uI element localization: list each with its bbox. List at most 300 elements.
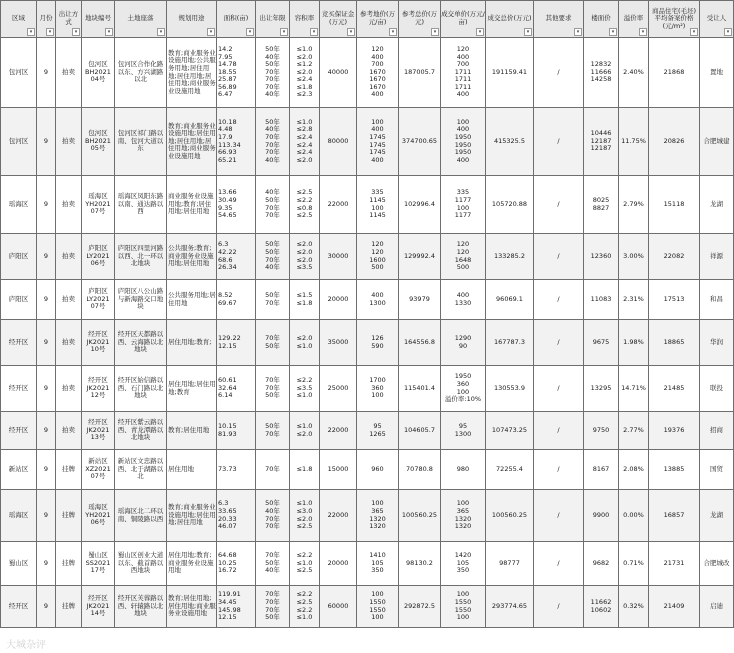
table-cell: 21868: [649, 38, 700, 108]
table-cell: 庐阳区: [1, 234, 37, 280]
table-cell: ≤1.0 ≤2.0: [290, 412, 320, 450]
table-cell: /: [534, 412, 584, 450]
table-cell: 9: [37, 176, 56, 234]
table-cell: 蜀山区SS2021 17号: [82, 542, 115, 586]
table-cell: 0.32%: [619, 586, 649, 628]
table-cell: 100 400 1745 1745 1745 400: [357, 108, 399, 176]
table-cell: 2.31%: [619, 280, 649, 320]
table-cell: 瑶海区YH2021 07号: [82, 176, 115, 234]
table-row: [1, 234, 734, 280]
table-cell: 50年 40年 50年 70年 70年 70年 40年: [256, 38, 290, 108]
table-cell: 瑶海区: [1, 176, 37, 234]
table-cell: 50年 50年 70年 40年: [256, 234, 290, 280]
table-cell: 祥源: [700, 234, 734, 280]
table-cell: 拍卖: [56, 412, 82, 450]
table-cell: ≤1.5 ≤1.8: [290, 280, 320, 320]
table-cell: 居住用地;居住用地;教育: [167, 366, 217, 412]
column-header-label: 出让方式: [58, 10, 79, 26]
table-cell: 9: [37, 490, 56, 542]
table-cell: 96069.1: [486, 280, 534, 320]
table-cell: 教育;商业服务业设施用地;居住用地;居住用地: [167, 490, 217, 542]
table-cell: /: [534, 320, 584, 366]
table-cell: ≤2.0 ≤2.0 ≤2.0 ≤3.5: [290, 234, 320, 280]
table-cell: 新站区XZ2021 07号: [82, 450, 115, 490]
table-cell: /: [534, 280, 584, 320]
filter-dropdown-icon[interactable]: ▾: [310, 28, 318, 36]
column-header-label: 竞买保证金(万元): [321, 10, 355, 26]
table-cell: 9: [37, 366, 56, 412]
table-cell: 2.79%: [619, 176, 649, 234]
table-cell: 合肥城改: [700, 542, 734, 586]
table-cell: 40年 50年 70年 70年: [256, 176, 290, 234]
table-cell: 93979: [399, 280, 441, 320]
table-cell: 95 1265: [357, 412, 399, 450]
table-cell: /: [534, 542, 584, 586]
table-cell: 新站区: [1, 450, 37, 490]
filter-dropdown-icon[interactable]: ▾: [574, 28, 582, 36]
column-header: [1, 1, 37, 38]
table-row: [1, 412, 734, 450]
table-cell: 10.18 4.48 17.9 113.34 66.93 65.21: [217, 108, 256, 176]
column-header: [486, 1, 534, 38]
column-header-label: 面积(亩): [223, 14, 249, 23]
column-header: [82, 1, 115, 38]
filter-dropdown-icon[interactable]: ▾: [27, 28, 35, 36]
table-cell: 居住用地;教育;: [167, 320, 217, 366]
table-cell: 70年 50年: [256, 320, 290, 366]
table-cell: 0.00%: [619, 490, 649, 542]
column-header-label: 楼面价: [591, 14, 611, 23]
filter-dropdown-icon[interactable]: ▾: [157, 28, 165, 36]
table-cell: /: [534, 108, 584, 176]
table-cell: 庐阳区LY2021 07号: [82, 280, 115, 320]
table-cell: 12832 11666 14258: [584, 38, 619, 108]
table-cell: 164556.8: [399, 320, 441, 366]
table-cell: 9: [37, 450, 56, 490]
column-header-label: 成交单价(万元/亩): [441, 10, 485, 26]
table-cell: 30000: [320, 234, 357, 280]
table-cell: 6.3 42.22 68.6 26.34: [217, 234, 256, 280]
table-cell: 20000: [320, 280, 357, 320]
table-cell: 包河区祁门路以南、包河大道以东: [115, 108, 167, 176]
table-cell: 60.61 32.64 6.14: [217, 366, 256, 412]
table-cell: 拍卖: [56, 320, 82, 366]
filter-dropdown-icon[interactable]: ▾: [639, 28, 647, 36]
table-cell: 经开区: [1, 366, 37, 412]
table-cell: 教育;商业服务业设施用地;公共服务用地;居住用地;居住用地;居住用地;商业服务业设施用地: [167, 38, 217, 108]
table-cell: 11083: [584, 280, 619, 320]
column-header: [256, 1, 290, 38]
column-header: [649, 1, 700, 38]
table-cell: 115401.4: [399, 366, 441, 412]
table-cell: ≤1.0 ≤2.8 ≤2.4 ≤2.4 ≤2.4 ≤2.0: [290, 108, 320, 176]
filter-dropdown-icon[interactable]: ▾: [431, 28, 439, 36]
table-cell: 联投: [700, 366, 734, 412]
table-cell: 庐阳区四里河路以西、北一环以北地块: [115, 234, 167, 280]
table-cell: 120 120 1648 500: [441, 234, 486, 280]
table-cell: 1700 360 100: [357, 366, 399, 412]
table-cell: 招商: [700, 412, 734, 450]
table-cell: 2.40%: [619, 38, 649, 108]
table-cell: 293774.65: [486, 586, 534, 628]
table-cell: 9682: [584, 542, 619, 586]
table-row: [1, 366, 734, 412]
column-header-label: 地块编号: [85, 14, 111, 23]
table-cell: 11.75%: [619, 108, 649, 176]
table-cell: 经开区: [1, 320, 37, 366]
table-cell: 120 400 700 1670 1670 1670 400: [357, 38, 399, 108]
table-cell: 经开区JK2021 13号: [82, 412, 115, 450]
table-cell: 公共服务;教育;商业服务业设施用地;居住用地: [167, 234, 217, 280]
table-cell: 15118: [649, 176, 700, 234]
table-cell: 包河区: [1, 38, 37, 108]
table-cell: 包河区: [1, 108, 37, 176]
table-cell: 1.98%: [619, 320, 649, 366]
column-header: [115, 1, 167, 38]
table-cell: 70年 70年 50年: [256, 366, 290, 412]
column-header: [37, 1, 56, 38]
table-cell: 50年 70年: [256, 280, 290, 320]
table-cell: ≤2.5 ≤2.2 ≤0.8 ≤2.5: [290, 176, 320, 234]
table-cell: 21485: [649, 366, 700, 412]
table-cell: 100 400 1950 1950 1950 400: [441, 108, 486, 176]
column-header-label: 商品住宅(毛坯)平均备案价格(元/m²): [651, 6, 697, 30]
table-cell: 64.68 10.25 16.72: [217, 542, 256, 586]
filter-dropdown-icon[interactable]: ▾: [280, 28, 288, 36]
table-cell: 9: [37, 234, 56, 280]
table-cell: 0.71%: [619, 542, 649, 586]
table-cell: 22000: [320, 490, 357, 542]
table-cell: 庐阳区: [1, 280, 37, 320]
table-cell: 25000: [320, 366, 357, 412]
table-cell: 居住用地: [167, 450, 217, 490]
table-cell: ≤2.0 ≤1.0: [290, 320, 320, 366]
table-cell: /: [534, 234, 584, 280]
table-cell: 1290 90: [441, 320, 486, 366]
table-cell: 100 1550 1550 100: [441, 586, 486, 628]
table-cell: 瑶海区凤阳东路以南、通达路以西: [115, 176, 167, 234]
table-cell: /: [534, 586, 584, 628]
table-cell: 16857: [649, 490, 700, 542]
table-cell: 98777: [486, 542, 534, 586]
table-cell: 拍卖: [56, 38, 82, 108]
table-cell: 1410 105 350: [357, 542, 399, 586]
column-header-label: 其他要求: [545, 14, 572, 23]
filter-dropdown-icon[interactable]: ▾: [207, 28, 215, 36]
table-cell: /: [534, 176, 584, 234]
column-header: [217, 1, 256, 38]
column-header-label: 月份: [39, 14, 53, 23]
table-cell: 335 1145 100 1145: [357, 176, 399, 234]
column-header-label: 规划用途: [178, 14, 205, 23]
table-cell: 新站区文忠路以西、北于湖路以北: [115, 450, 167, 490]
filter-dropdown-icon[interactable]: ▾: [476, 28, 484, 36]
table-row: [1, 586, 734, 628]
table-cell: 72255.4: [486, 450, 534, 490]
table-cell: 22000: [320, 412, 357, 450]
table-cell: 129.22 12.15: [217, 320, 256, 366]
table-cell: 13295: [584, 366, 619, 412]
table-cell: 191159.41: [486, 38, 534, 108]
table-cell: 100560.25: [399, 490, 441, 542]
table-cell: 拍卖: [56, 234, 82, 280]
table-cell: 105720.88: [486, 176, 534, 234]
table-cell: 经开区JK2021 12号: [82, 366, 115, 412]
table-cell: 21409: [649, 586, 700, 628]
table-cell: 庐阳区八公山路与新海路交口地块: [115, 280, 167, 320]
table-cell: 120 120 1600 500: [357, 234, 399, 280]
column-header-label: 土地座落: [127, 14, 154, 23]
table-cell: 包河区BH2021 04号: [82, 38, 115, 108]
table-cell: 120 400 700 1711 1711 1711 400: [441, 38, 486, 108]
header-row: [1, 1, 734, 38]
table-cell: 3.00%: [619, 234, 649, 280]
table-row: [1, 176, 734, 234]
table-cell: 50年 70年: [256, 412, 290, 450]
table-cell: 9: [37, 108, 56, 176]
table-cell: 经开区始信路以西、石门路以北地块: [115, 366, 167, 412]
table-cell: 73.73: [217, 450, 256, 490]
table-cell: 126 590: [357, 320, 399, 366]
table-cell: 22082: [649, 234, 700, 280]
table-cell: 2.08%: [619, 450, 649, 490]
table-cell: 经开区JK2021 14号: [82, 586, 115, 628]
table-cell: 拍卖: [56, 280, 82, 320]
table-cell: ≤2.2 ≤2.5 ≤2.2 ≤1.0: [290, 586, 320, 628]
table-body: [1, 38, 734, 628]
table-cell: 960: [357, 450, 399, 490]
table-cell: 133285.2: [486, 234, 534, 280]
table-cell: 50年 40年 70年 70年: [256, 490, 290, 542]
column-header: [357, 1, 399, 38]
table-cell: 拍卖: [56, 108, 82, 176]
table-cell: 13.66 30.49 9.35 54.65: [217, 176, 256, 234]
table-cell: 经开区芙蓉路以西、轩辕路以北地块: [115, 586, 167, 628]
table-cell: 70年 50年 40年: [256, 542, 290, 586]
table-cell: 6.3 33.65 20.33 46.07: [217, 490, 256, 542]
table-cell: 挂牌: [56, 450, 82, 490]
table-row: [1, 320, 734, 366]
table-cell: ≤1.0 ≤2.0 ≤1.2 ≤2.0 ≤2.4 ≤1.8 ≤2.3: [290, 38, 320, 108]
column-header: [56, 1, 82, 38]
table-cell: 13885: [649, 450, 700, 490]
table-cell: 70780.8: [399, 450, 441, 490]
table-cell: 9: [37, 586, 56, 628]
table-cell: 70年: [256, 450, 290, 490]
table-row: [1, 38, 734, 108]
table-cell: 9: [37, 38, 56, 108]
table-cell: 包河区合作化路以东、方兴湖路以北: [115, 38, 167, 108]
column-header-label: 容积率: [294, 14, 315, 23]
table-cell: 10446 12187 12187: [584, 108, 619, 176]
table-cell: 104605.7: [399, 412, 441, 450]
table-cell: 107473.25: [486, 412, 534, 450]
table-cell: /: [534, 490, 584, 542]
table-cell: 经开区天都路以西、云海路以北地块: [115, 320, 167, 366]
column-header-label: 溢价率: [623, 14, 644, 23]
table-cell: 9675: [584, 320, 619, 366]
table-cell: 华润: [700, 320, 734, 366]
table-cell: 商业服务业设施用地;教育;居住用地;居住用地: [167, 176, 217, 234]
table-cell: /: [534, 38, 584, 108]
table-cell: 9750: [584, 412, 619, 450]
table-cell: 11662 10602: [584, 586, 619, 628]
table-cell: 15000: [320, 450, 357, 490]
table-cell: 187005.7: [399, 38, 441, 108]
table-cell: 挂牌: [56, 490, 82, 542]
table-cell: 庐阳区LY2021 06号: [82, 234, 115, 280]
column-header: [399, 1, 441, 38]
table-cell: 100560.25: [486, 490, 534, 542]
table-cell: 2.77%: [619, 412, 649, 450]
filter-dropdown-icon[interactable]: ▾: [690, 28, 698, 36]
table-cell: 20000: [320, 542, 357, 586]
table-cell: 置地: [700, 38, 734, 108]
column-header: [320, 1, 357, 38]
table-cell: 挂牌: [56, 586, 82, 628]
table-cell: /: [534, 450, 584, 490]
table-cell: 9900: [584, 490, 619, 542]
filter-dropdown-icon[interactable]: ▾: [347, 28, 355, 36]
table-cell: 19376: [649, 412, 700, 450]
table-cell: 经开区紫云路以西、青龙潭路以北地块: [115, 412, 167, 450]
table-cell: 1420 105 350: [441, 542, 486, 586]
table-cell: 8025 8827: [584, 176, 619, 234]
table-cell: 10.15 81.93: [217, 412, 256, 450]
table-cell: 20826: [649, 108, 700, 176]
column-header: [534, 1, 584, 38]
table-cell: 100 1550 1550 100: [357, 586, 399, 628]
table-cell: ≤2.2 ≤1.0 ≤2.5: [290, 542, 320, 586]
filter-dropdown-icon[interactable]: ▾: [389, 28, 397, 36]
watermark: 大城杂评: [6, 640, 46, 651]
table-cell: 80000: [320, 108, 357, 176]
table-cell: 100 365 1320 1320: [357, 490, 399, 542]
table-cell: 居住用地;教育;商业服务业设施用地: [167, 542, 217, 586]
table-cell: 经开区JK2021 10号: [82, 320, 115, 366]
table-cell: 17513: [649, 280, 700, 320]
table-cell: 60000: [320, 586, 357, 628]
column-header: [700, 1, 734, 38]
table-cell: 经开区: [1, 412, 37, 450]
table-cell: 瑶海区: [1, 490, 37, 542]
filter-dropdown-icon[interactable]: ▾: [609, 28, 617, 36]
filter-dropdown-icon[interactable]: ▾: [246, 28, 254, 36]
table-cell: 292872.5: [399, 586, 441, 628]
column-header-label: 参考地价(万元/亩): [359, 10, 396, 26]
table-cell: 18865: [649, 320, 700, 366]
table-cell: 教育;商业服务业设施用地;居住用地;居住用地;居住用地;商业服务业设施用地: [167, 108, 217, 176]
column-header: [441, 1, 486, 38]
filter-dropdown-icon[interactable]: ▾: [524, 28, 532, 36]
table-cell: 拍卖: [56, 176, 82, 234]
table-row: [1, 108, 734, 176]
table-cell: ≤1.8: [290, 450, 320, 490]
column-header: [584, 1, 619, 38]
table-cell: 9: [37, 280, 56, 320]
table-cell: 拍卖: [56, 366, 82, 412]
table-row: [1, 280, 734, 320]
column-header: [619, 1, 649, 38]
table-cell: 龙湖: [700, 490, 734, 542]
table-cell: /: [534, 366, 584, 412]
table-cell: 130553.9: [486, 366, 534, 412]
column-header-label: 成交总价(万元): [487, 14, 532, 23]
table-cell: 14.2 7.95 14.78 18.55 25.87 56.89 6.47: [217, 38, 256, 108]
column-header: [290, 1, 320, 38]
table-cell: 瑶海区YH2021 06号: [82, 490, 115, 542]
table-cell: 980: [441, 450, 486, 490]
column-header-label: 受让人: [706, 14, 727, 23]
column-header-label: 出让年限: [259, 14, 286, 23]
table-row: [1, 542, 734, 586]
table-cell: 14.71%: [619, 366, 649, 412]
filter-dropdown-icon[interactable]: ▾: [46, 28, 54, 36]
table-cell: 8167: [584, 450, 619, 490]
table-cell: 9: [37, 320, 56, 366]
column-header-label: 参考总价(万元): [401, 10, 438, 26]
table-cell: 167787.3: [486, 320, 534, 366]
table-cell: 129992.4: [399, 234, 441, 280]
table-cell: 22000: [320, 176, 357, 234]
table-cell: 8.52 69.67: [217, 280, 256, 320]
table-cell: 9: [37, 412, 56, 450]
table-cell: 1950 360 100 溢价率:10%: [441, 366, 486, 412]
table-cell: 教育;居住用地: [167, 412, 217, 450]
table-cell: 12360: [584, 234, 619, 280]
filter-dropdown-icon[interactable]: ▾: [72, 28, 80, 36]
table-cell: 启迪: [700, 586, 734, 628]
table-cell: ≤1.0 ≤3.0 ≤2.0 ≤2.5: [290, 490, 320, 542]
table-cell: 包河区BH2021 05号: [82, 108, 115, 176]
table-cell: 98130.2: [399, 542, 441, 586]
table-cell: 102996.4: [399, 176, 441, 234]
table-cell: 50年 40年 70年 70年 70年 40年: [256, 108, 290, 176]
table-cell: 蜀山区: [1, 542, 37, 586]
table-cell: 和昌: [700, 280, 734, 320]
filter-dropdown-icon[interactable]: ▾: [724, 28, 732, 36]
column-header: [167, 1, 217, 38]
table-cell: 415325.5: [486, 108, 534, 176]
table-cell: 教育;居住用地;居住用地;商业服务业设施用地: [167, 586, 217, 628]
table-cell: 70年 70年 70年 50年: [256, 586, 290, 628]
table-cell: 瑶海区北二环以南、铜陵路以西: [115, 490, 167, 542]
table-cell: 蜀山区创业大道以东、截首路以西地块: [115, 542, 167, 586]
table-cell: 100 365 1320 1320: [441, 490, 486, 542]
filter-dropdown-icon[interactable]: ▾: [105, 28, 113, 36]
table-cell: 挂牌: [56, 542, 82, 586]
column-header-label: 区域: [12, 14, 25, 23]
table-cell: 9: [37, 542, 56, 586]
table-cell: 经开区: [1, 586, 37, 628]
table-cell: 119.91 34.45 145.98 12.15: [217, 586, 256, 628]
table-cell: 400 1300: [357, 280, 399, 320]
table-cell: 合肥城建: [700, 108, 734, 176]
table-cell: 35000: [320, 320, 357, 366]
table-row: [1, 490, 734, 542]
table-cell: 40000: [320, 38, 357, 108]
table-cell: 374700.65: [399, 108, 441, 176]
table-cell: 国贸: [700, 450, 734, 490]
table-cell: 95 1300: [441, 412, 486, 450]
table-cell: 21731: [649, 542, 700, 586]
table-cell: 公共服务用地;居住用地: [167, 280, 217, 320]
table-cell: 龙湖: [700, 176, 734, 234]
table-cell: 400 1330: [441, 280, 486, 320]
table-cell: ≤2.2 ≤3.5 ≤1.0: [290, 366, 320, 412]
table-row: [1, 450, 734, 490]
table-cell: 335 1177 100 1177: [441, 176, 486, 234]
